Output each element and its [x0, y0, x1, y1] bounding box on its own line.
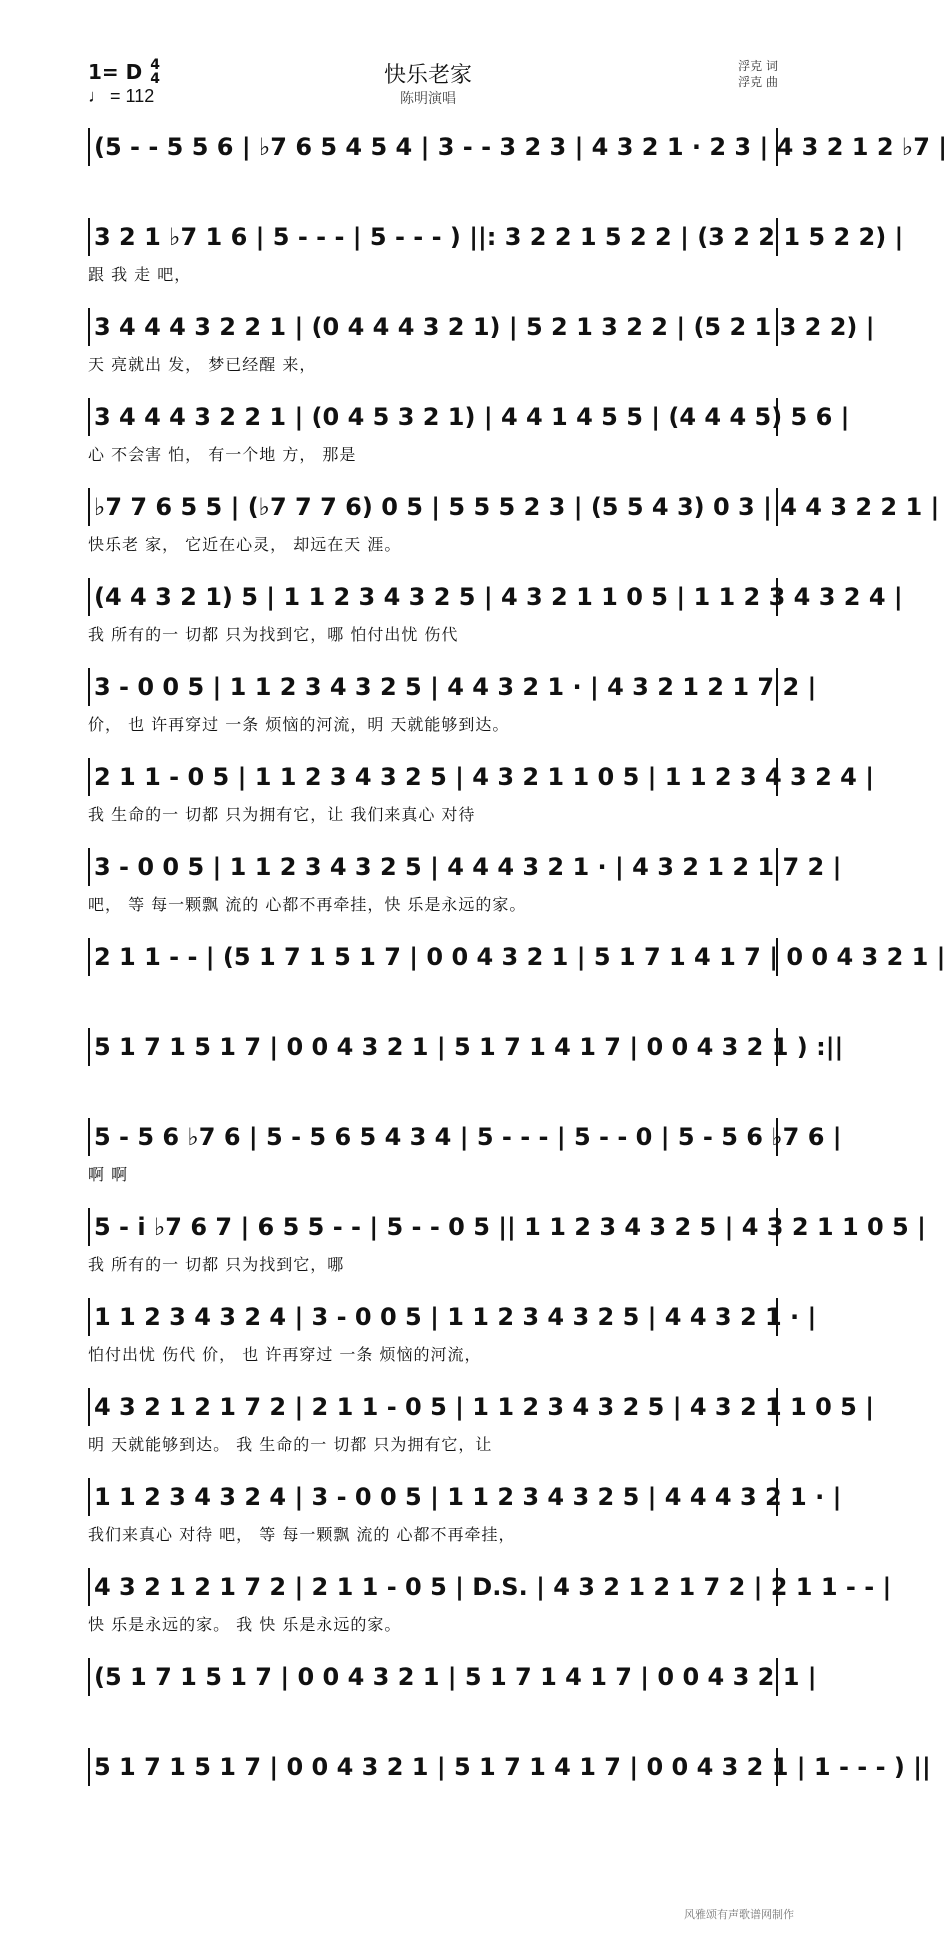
notation-line: ♭7 7 6 5 5 | (♭7 7 7 6) 0 5 | 5 5 5 2 3 | (5 5 4 3) 0 3 | 4 4 3 2 2 1 | — [88, 488, 778, 526]
lyrics-line — [88, 1702, 778, 1726]
tempo-value: = 112 — [110, 86, 155, 106]
score-system — [88, 1470, 842, 1560]
lyrics-line — [88, 982, 778, 1006]
score-system — [88, 1200, 926, 1290]
score-system — [88, 1560, 892, 1650]
notation-line: 1 1 2 3 4 3 2 4 | 3 - 0 0 5 | 1 1 2 3 4 3 2 5 | 4 4 3 2 1 · | — [88, 1298, 778, 1336]
score-system — [88, 120, 947, 210]
singer-credit: 陈明演唱 — [400, 91, 456, 107]
song-title: 快乐老家 — [383, 63, 472, 88]
notation-line: 5 - i ♭7 6 7 | 6 5 5 - - | 5 - - 0 5 || 1 1 2 3 4 3 2 5 | 4 3 2 1 1 0 5 | — [88, 1208, 778, 1246]
lyrics-line: 我 所有的一 切都 只为找到它，哪 — [88, 1255, 345, 1274]
score-system — [88, 1020, 844, 1110]
lyrics-line: 心 不会害 怕， 有一个地 方， 那是 — [88, 445, 357, 464]
score-system — [88, 1290, 817, 1380]
lyrics-line: 怕付出忧 伤代 价， 也 许再穿过 一条 烦恼的河流， — [88, 1345, 482, 1364]
lyricist-credit: 浮克 词 — [738, 59, 778, 73]
lyrics-line: 跟 我 走 吧， — [88, 265, 192, 284]
author-credits — [738, 58, 778, 90]
notation-line: 5 1 7 1 5 1 7 | 0 0 4 3 2 1 | 5 1 7 1 4 1 7 | 0 0 4 3 2 1 ) :|| — [88, 1028, 778, 1066]
score-system — [88, 1380, 874, 1470]
quarter-note-icon: ♩ — [88, 86, 106, 106]
score-system — [88, 390, 850, 480]
score-system — [88, 1650, 817, 1740]
lyrics-line: 啊 啊 — [88, 1165, 129, 1184]
lyrics-line: 天 亮就出 发， 梦已经醒 来， — [88, 355, 317, 374]
lyrics-line: 快 乐是永远的家。 我 快 乐是永远的家。 — [88, 1615, 402, 1634]
lyrics-line: 吧， 等 每一颗飘 流的 心都不再牵挂，快 乐是永远的家。 — [88, 895, 527, 914]
key-label: 1= D — [88, 60, 143, 84]
lyrics-line: 我们来真心 对待 吧， 等 每一颗飘 流的 心都不再牵挂， — [88, 1525, 516, 1544]
score-system — [88, 570, 903, 660]
notation-line: 4 3 2 1 2 1 7 2 | 2 1 1 - 0 5 | D.S. | 4 3 2 1 2 1 7 2 | 2 1 1 - - | — [88, 1568, 778, 1606]
notation-line: 2 1 1 - - | (5 1 7 1 5 1 7 | 0 0 4 3 2 1 | 5 1 7 1 4 1 7 | 0 0 4 3 2 1 | — [88, 938, 778, 976]
meter-bottom: 4 — [150, 71, 160, 87]
lyrics-line — [88, 1072, 778, 1096]
meter-top: 4 — [150, 57, 160, 73]
notation-line: 4 3 2 1 2 1 7 2 | 2 1 1 - 0 5 | 1 1 2 3 4 3 2 5 | 4 3 2 1 1 0 5 | — [88, 1388, 778, 1426]
score-system — [88, 300, 875, 390]
notation-line: 1 1 2 3 4 3 2 4 | 3 - 0 0 5 | 1 1 2 3 4 3 2 5 | 4 4 4 3 2 1 · | — [88, 1478, 778, 1516]
notation-line: (4 4 3 2 1) 5 | 1 1 2 3 4 3 2 5 | 4 3 2 1 1 0 5 | 1 1 2 3 4 3 2 4 | — [88, 578, 778, 616]
notation-line: 3 2 1 ♭7 1 6 | 5 - - - | 5 - - - ) ||: 3 2 2 1 5 2 2 | (3 2 2 1 5 2 2) | — [88, 218, 778, 256]
score-system — [88, 210, 904, 300]
lyrics-line — [88, 1792, 778, 1816]
watermark-credit: 风雅颂有声歌谱网制作 — [684, 1908, 794, 1921]
lyrics-line: 价， 也 许再穿过 一条 烦恼的河流，明 天就能够到达。 — [88, 715, 510, 734]
notation-line: 3 4 4 4 3 2 2 1 | (0 4 5 3 2 1) | 4 4 1 4 5 5 | (4 4 4 5) 5 6 | — [88, 398, 778, 436]
score-system — [88, 480, 940, 570]
notation-line: 5 1 7 1 5 1 7 | 0 0 4 3 2 1 | 5 1 7 1 4 1 7 | 0 0 4 3 2 1 | 1 - - - ) || — [88, 1748, 778, 1786]
notation-line: 2 1 1 - 0 5 | 1 1 2 3 4 3 2 5 | 4 3 2 1 1 0 5 | 1 1 2 3 4 3 2 4 | — [88, 758, 778, 796]
lyrics-line: 快乐老 家， 它近在心灵， 却远在天 涯。 — [88, 535, 402, 554]
notation-line: (5 - - 5 5 6 | ♭7 6 5 4 5 4 | 3 - - 3 2 3 | 4 3 2 1 · 2 3 | 4 3 2 1 2 ♭7 | — [88, 128, 778, 166]
lyrics-line: 我 生命的一 切都 只为拥有它，让 我们来真心 对待 — [88, 805, 476, 824]
lyrics-line — [88, 172, 778, 196]
score-system — [88, 930, 946, 1020]
composer-credit: 浮克 曲 — [738, 75, 778, 89]
lyrics-line: 明 天就能够到达。 我 生命的一 切都 只为拥有它，让 — [88, 1435, 493, 1454]
score-system — [88, 660, 817, 750]
score-header — [0, 0, 856, 120]
notation-line: 3 - 0 0 5 | 1 1 2 3 4 3 2 5 | 4 4 3 2 1 · | 4 3 2 1 2 1 7 2 | — [88, 668, 778, 706]
score-system — [88, 1110, 842, 1200]
notation-line: 3 4 4 4 3 2 2 1 | (0 4 4 4 3 2 1) | 5 2 1 3 2 2 | (5 2 1 3 2 2) | — [88, 308, 778, 346]
notation-line: 5 - 5 6 ♭7 6 | 5 - 5 6 5 4 3 4 | 5 - - - | 5 - - 0 | 5 - 5 6 ♭7 6 | — [88, 1118, 778, 1156]
notation-line: 3 - 0 0 5 | 1 1 2 3 4 3 2 5 | 4 4 4 3 2 1 · | 4 3 2 1 2 1 7 2 | — [88, 848, 778, 886]
score-system — [88, 1740, 931, 1830]
notation-line: (5 1 7 1 5 1 7 | 0 0 4 3 2 1 | 5 1 7 1 4 1 7 | 0 0 4 3 2 1 | — [88, 1658, 778, 1696]
score-system — [88, 750, 874, 840]
lyrics-line: 我 所有的一 切都 只为找到它，哪 怕付出忧 伤代 — [88, 625, 459, 644]
score-system — [88, 840, 842, 930]
score-body — [88, 120, 947, 1830]
